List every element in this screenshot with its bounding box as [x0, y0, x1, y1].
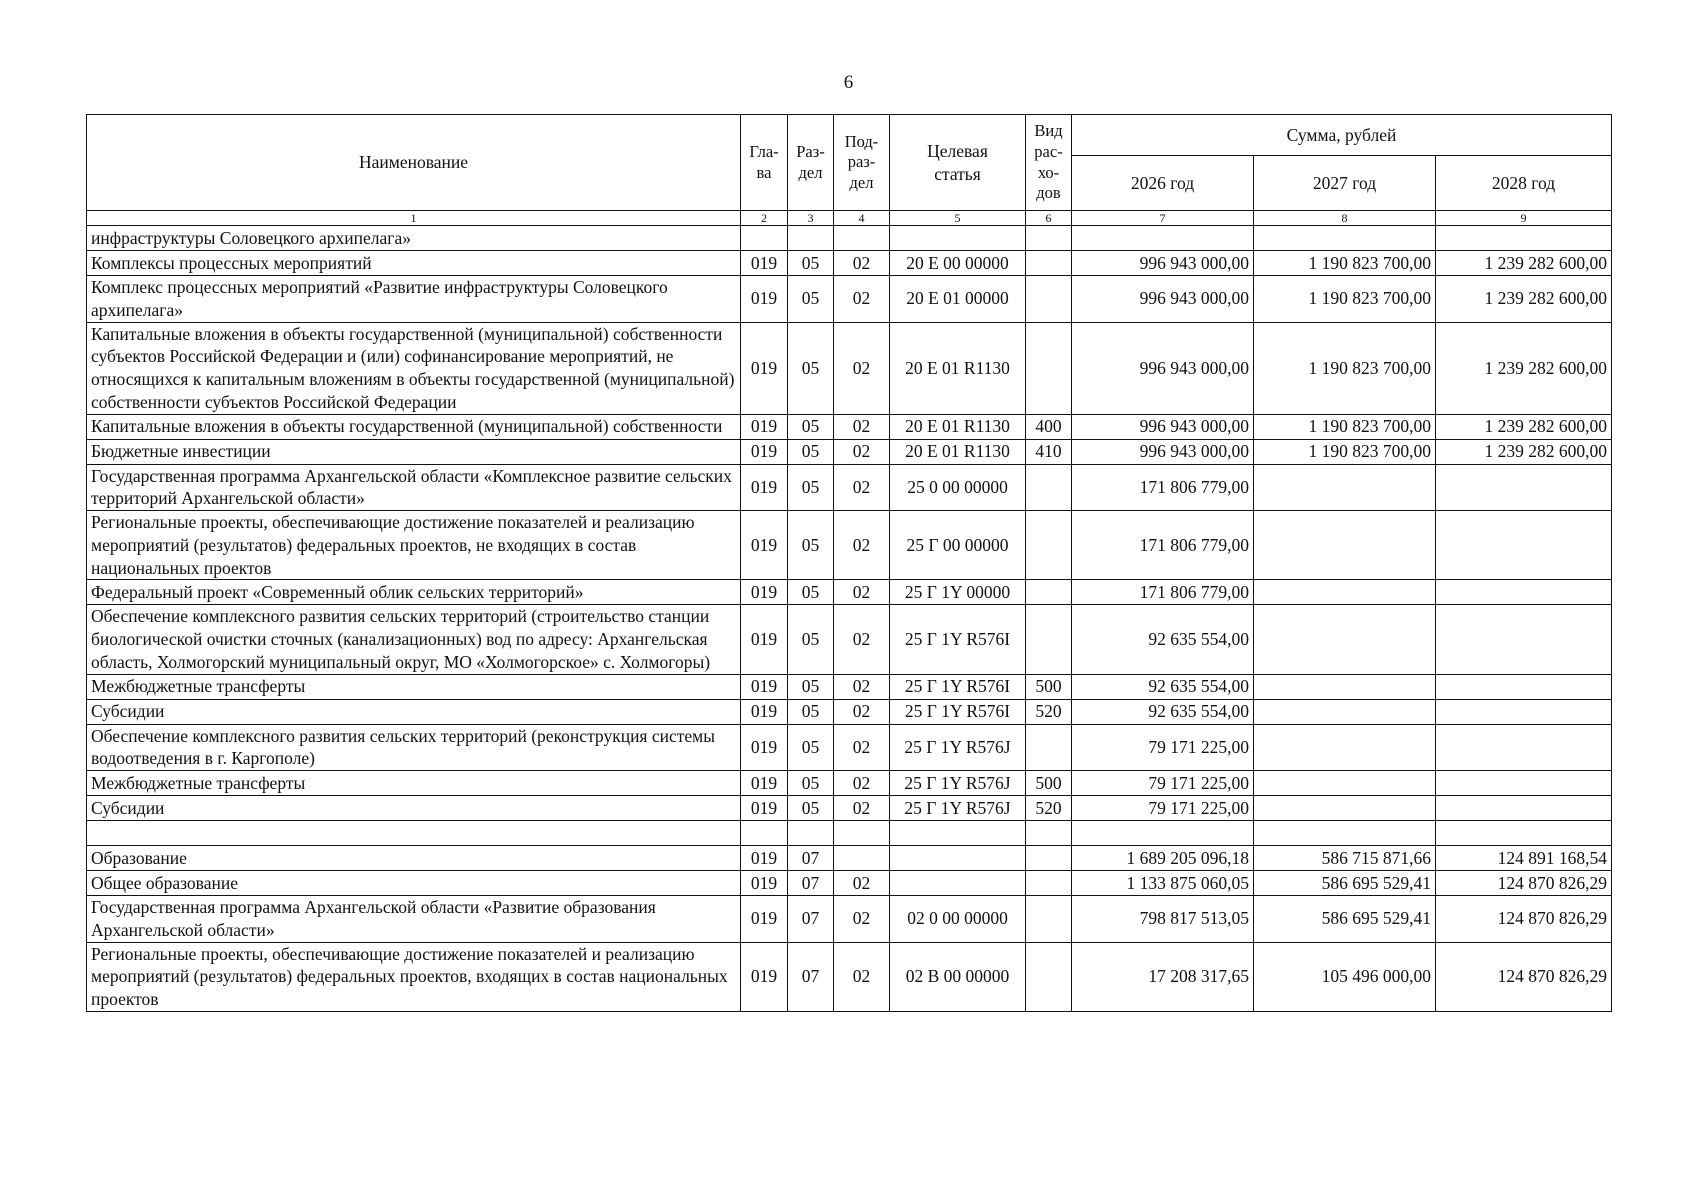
cell-razdel: 07: [788, 846, 834, 871]
cell-celevaya-statya: 25 Г 1Y R576I: [890, 699, 1026, 724]
cell-celevaya-statya: 25 Г 1Y R576I: [890, 674, 1026, 699]
cell-celevaya-statya: 25 Г 1Y R576I: [890, 605, 1026, 674]
cell-sum-2026: 92 635 554,00: [1072, 605, 1254, 674]
cell-glava: 019: [741, 464, 788, 511]
cell-sum-2028: [1436, 771, 1612, 796]
col-number: 7: [1072, 211, 1254, 226]
cell-celevaya-statya: [890, 846, 1026, 871]
cell-sum-2026: 996 943 000,00: [1072, 439, 1254, 464]
cell-vid-rashodov: [1026, 896, 1072, 943]
table-row: [87, 322, 1612, 414]
cell-razdel: [788, 821, 834, 846]
cell-celevaya-statya: 25 Г 1Y 00000: [890, 580, 1026, 605]
table-row: [87, 846, 1612, 871]
table-body: [87, 226, 1612, 1012]
cell-podrazdel: 02: [834, 439, 890, 464]
cell-sum-2026: 1 689 205 096,18: [1072, 846, 1254, 871]
cell-sum-2026: 996 943 000,00: [1072, 251, 1254, 276]
cell-sum-2027: [1254, 796, 1436, 821]
cell-sum-2028: [1436, 821, 1612, 846]
cell-sum-2028: [1436, 605, 1612, 674]
header-podrazdel: Под- раз- дел: [834, 115, 890, 211]
table-row: [87, 511, 1612, 580]
col-number: 2: [741, 211, 788, 226]
cell-glava: [741, 821, 788, 846]
budget-table: [86, 114, 1612, 1012]
table-row: [87, 821, 1612, 846]
cell-celevaya-statya: 25 Г 1Y R576J: [890, 724, 1026, 771]
cell-razdel: 05: [788, 699, 834, 724]
cell-name: Обеспечение комплексного развития сельских территорий (строительство станции биологической очистки сточных (канализационных) вод по адресу: Архангельская область, Холмогорский муниципальный округ, МО «Холмогорское» с. Холмогоры): [87, 605, 741, 674]
cell-vid-rashodov: [1026, 251, 1072, 276]
cell-vid-rashodov: 500: [1026, 771, 1072, 796]
table-row: [87, 439, 1612, 464]
cell-vid-rashodov: [1026, 464, 1072, 511]
col-number: 9: [1436, 211, 1612, 226]
table-row: [87, 724, 1612, 771]
cell-podrazdel: [834, 226, 890, 251]
cell-sum-2027: [1254, 674, 1436, 699]
cell-razdel: 05: [788, 251, 834, 276]
cell-vid-rashodov: [1026, 724, 1072, 771]
table-row: [87, 699, 1612, 724]
cell-celevaya-statya: 25 0 00 00000: [890, 464, 1026, 511]
cell-sum-2026: 1 133 875 060,05: [1072, 871, 1254, 896]
cell-celevaya-statya: 20 Е 01 00000: [890, 276, 1026, 323]
cell-sum-2028: 1 239 282 600,00: [1436, 322, 1612, 414]
cell-sum-2028: [1436, 580, 1612, 605]
cell-sum-2028: 124 891 168,54: [1436, 846, 1612, 871]
cell-name: Государственная программа Архангельской области «Развитие образования Архангельской области»: [87, 896, 741, 943]
cell-glava: 019: [741, 580, 788, 605]
cell-name: [87, 821, 741, 846]
cell-celevaya-statya: 20 Е 01 R1130: [890, 322, 1026, 414]
cell-sum-2028: [1436, 724, 1612, 771]
table-row: [87, 942, 1612, 1011]
cell-name: инфраструктуры Соловецкого архипелага»: [87, 226, 741, 251]
cell-glava: 019: [741, 605, 788, 674]
cell-sum-2027: [1254, 771, 1436, 796]
cell-razdel: 07: [788, 871, 834, 896]
cell-sum-2026: 17 208 317,65: [1072, 942, 1254, 1011]
cell-sum-2027: 586 695 529,41: [1254, 896, 1436, 943]
cell-razdel: 05: [788, 605, 834, 674]
cell-name: Региональные проекты, обеспечивающие достижение показателей и реализацию мероприятий (результатов) федеральных проектов, входящих в состав национальных проектов: [87, 942, 741, 1011]
cell-podrazdel: 02: [834, 414, 890, 439]
cell-podrazdel: 02: [834, 796, 890, 821]
cell-razdel: 05: [788, 439, 834, 464]
cell-sum-2027: 1 190 823 700,00: [1254, 251, 1436, 276]
cell-glava: 019: [741, 439, 788, 464]
cell-name: Межбюджетные трансферты: [87, 771, 741, 796]
table-row: [87, 605, 1612, 674]
cell-vid-rashodov: [1026, 605, 1072, 674]
cell-name: Образование: [87, 846, 741, 871]
cell-razdel: 05: [788, 724, 834, 771]
cell-razdel: 05: [788, 511, 834, 580]
column-number-row: [87, 211, 1612, 226]
cell-razdel: 05: [788, 322, 834, 414]
cell-sum-2026: 798 817 513,05: [1072, 896, 1254, 943]
cell-vid-rashodov: [1026, 580, 1072, 605]
table-row: [87, 226, 1612, 251]
cell-sum-2028: 1 239 282 600,00: [1436, 439, 1612, 464]
header-vid: Вид рас- хо- дов: [1026, 115, 1072, 211]
cell-sum-2027: 105 496 000,00: [1254, 942, 1436, 1011]
cell-name: Капитальные вложения в объекты государственной (муниципальной) собственности: [87, 414, 741, 439]
cell-sum-2026: 996 943 000,00: [1072, 414, 1254, 439]
col-number: 4: [834, 211, 890, 226]
cell-sum-2028: 124 870 826,29: [1436, 871, 1612, 896]
cell-podrazdel: [834, 846, 890, 871]
cell-sum-2028: 124 870 826,29: [1436, 942, 1612, 1011]
cell-razdel: 05: [788, 674, 834, 699]
cell-sum-2026: 79 171 225,00: [1072, 796, 1254, 821]
cell-sum-2027: [1254, 226, 1436, 251]
header-2028: 2028 год: [1436, 156, 1612, 211]
cell-celevaya-statya: 25 Г 00 00000: [890, 511, 1026, 580]
cell-sum-2027: 1 190 823 700,00: [1254, 276, 1436, 323]
cell-sum-2026: 92 635 554,00: [1072, 699, 1254, 724]
cell-sum-2028: [1436, 511, 1612, 580]
cell-glava: 019: [741, 942, 788, 1011]
cell-sum-2026: 171 806 779,00: [1072, 511, 1254, 580]
cell-name: Региональные проекты, обеспечивающие достижение показателей и реализацию мероприятий (результатов) федеральных проектов, не входящих в состав национальных проектов: [87, 511, 741, 580]
header-glava: Гла- ва: [741, 115, 788, 211]
cell-razdel: 05: [788, 580, 834, 605]
cell-sum-2026: 996 943 000,00: [1072, 322, 1254, 414]
cell-sum-2026: 171 806 779,00: [1072, 464, 1254, 511]
cell-podrazdel: 02: [834, 771, 890, 796]
cell-sum-2028: 1 239 282 600,00: [1436, 251, 1612, 276]
cell-podrazdel: 02: [834, 942, 890, 1011]
col-number: 3: [788, 211, 834, 226]
cell-name: Межбюджетные трансферты: [87, 674, 741, 699]
cell-glava: 019: [741, 674, 788, 699]
page-number: 6: [843, 72, 854, 93]
cell-celevaya-statya: 25 Г 1Y R576J: [890, 771, 1026, 796]
cell-name: Федеральный проект «Современный облик сельских территорий»: [87, 580, 741, 605]
cell-sum-2027: 1 190 823 700,00: [1254, 322, 1436, 414]
header-2027: 2027 год: [1254, 156, 1436, 211]
cell-glava: 019: [741, 699, 788, 724]
col-number: 6: [1026, 211, 1072, 226]
table-row: [87, 674, 1612, 699]
cell-sum-2027: [1254, 699, 1436, 724]
cell-podrazdel: [834, 821, 890, 846]
cell-vid-rashodov: [1026, 942, 1072, 1011]
cell-celevaya-statya: [890, 821, 1026, 846]
cell-glava: 019: [741, 896, 788, 943]
cell-celevaya-statya: 25 Г 1Y R576J: [890, 796, 1026, 821]
cell-razdel: 05: [788, 414, 834, 439]
cell-sum-2028: 1 239 282 600,00: [1436, 414, 1612, 439]
table-row: [87, 276, 1612, 323]
cell-glava: 019: [741, 414, 788, 439]
cell-glava: 019: [741, 251, 788, 276]
table-row: [87, 251, 1612, 276]
cell-vid-rashodov: [1026, 226, 1072, 251]
cell-sum-2028: [1436, 699, 1612, 724]
cell-celevaya-statya: 20 Е 01 R1130: [890, 439, 1026, 464]
cell-glava: [741, 226, 788, 251]
table-row: [87, 796, 1612, 821]
cell-sum-2027: [1254, 724, 1436, 771]
table-row: [87, 896, 1612, 943]
cell-sum-2026: 92 635 554,00: [1072, 674, 1254, 699]
cell-vid-rashodov: 520: [1026, 699, 1072, 724]
cell-name: Комплексы процессных мероприятий: [87, 251, 741, 276]
cell-celevaya-statya: 20 Е 01 R1130: [890, 414, 1026, 439]
cell-sum-2028: 1 239 282 600,00: [1436, 276, 1612, 323]
table-row: [87, 464, 1612, 511]
cell-sum-2028: [1436, 796, 1612, 821]
cell-glava: 019: [741, 724, 788, 771]
cell-podrazdel: 02: [834, 511, 890, 580]
cell-sum-2028: 124 870 826,29: [1436, 896, 1612, 943]
cell-razdel: [788, 226, 834, 251]
cell-glava: 019: [741, 771, 788, 796]
cell-podrazdel: 02: [834, 464, 890, 511]
cell-vid-rashodov: 520: [1026, 796, 1072, 821]
cell-sum-2027: [1254, 580, 1436, 605]
header-name: Наименование: [87, 115, 741, 211]
cell-sum-2027: 1 190 823 700,00: [1254, 414, 1436, 439]
cell-celevaya-statya: [890, 226, 1026, 251]
cell-podrazdel: 02: [834, 724, 890, 771]
cell-razdel: 07: [788, 942, 834, 1011]
header-celevaya: Целевая статья: [890, 115, 1026, 211]
cell-vid-rashodov: 410: [1026, 439, 1072, 464]
cell-glava: 019: [741, 846, 788, 871]
col-number: 1: [87, 211, 741, 226]
table-row: [87, 871, 1612, 896]
cell-podrazdel: 02: [834, 276, 890, 323]
cell-name: Субсидии: [87, 796, 741, 821]
header-razdel: Раз- дел: [788, 115, 834, 211]
header-2026: 2026 год: [1072, 156, 1254, 211]
cell-sum-2026: 996 943 000,00: [1072, 276, 1254, 323]
cell-sum-2027: [1254, 821, 1436, 846]
cell-razdel: 07: [788, 896, 834, 943]
cell-glava: 019: [741, 322, 788, 414]
cell-sum-2026: 79 171 225,00: [1072, 771, 1254, 796]
cell-celevaya-statya: [890, 871, 1026, 896]
col-number: 8: [1254, 211, 1436, 226]
cell-name: Государственная программа Архангельской области «Комплексное развитие сельских территорий Архангельской области»: [87, 464, 741, 511]
cell-podrazdel: 02: [834, 322, 890, 414]
cell-podrazdel: 02: [834, 251, 890, 276]
table-row: [87, 414, 1612, 439]
cell-sum-2027: [1254, 511, 1436, 580]
cell-celevaya-statya: 02 В 00 00000: [890, 942, 1026, 1011]
cell-razdel: 05: [788, 276, 834, 323]
cell-razdel: 05: [788, 771, 834, 796]
cell-name: Бюджетные инвестиции: [87, 439, 741, 464]
cell-name: Субсидии: [87, 699, 741, 724]
cell-sum-2028: [1436, 464, 1612, 511]
cell-podrazdel: 02: [834, 871, 890, 896]
cell-sum-2026: 79 171 225,00: [1072, 724, 1254, 771]
cell-glava: 019: [741, 511, 788, 580]
header-summa: Сумма, рублей: [1072, 115, 1612, 156]
cell-vid-rashodov: [1026, 511, 1072, 580]
cell-vid-rashodov: [1026, 846, 1072, 871]
cell-sum-2027: 586 695 529,41: [1254, 871, 1436, 896]
cell-vid-rashodov: [1026, 322, 1072, 414]
table-row: [87, 580, 1612, 605]
cell-sum-2028: [1436, 674, 1612, 699]
col-number: 5: [890, 211, 1026, 226]
cell-sum-2027: [1254, 605, 1436, 674]
cell-podrazdel: 02: [834, 605, 890, 674]
cell-sum-2028: [1436, 226, 1612, 251]
cell-glava: 019: [741, 871, 788, 896]
cell-podrazdel: 02: [834, 674, 890, 699]
cell-name: Капитальные вложения в объекты государственной (муниципальной) собственности субъектов Российской Федерации и (или) софинансирование мероприятий, не относящихся к капитальным вложениям в объекты государственной (муниципальной) собственности субъектов Российской Федерации: [87, 322, 741, 414]
cell-celevaya-statya: 20 Е 00 00000: [890, 251, 1026, 276]
cell-sum-2027: [1254, 464, 1436, 511]
table-row: [87, 771, 1612, 796]
cell-vid-rashodov: 500: [1026, 674, 1072, 699]
cell-vid-rashodov: [1026, 821, 1072, 846]
cell-vid-rashodov: [1026, 871, 1072, 896]
cell-name: Комплекс процессных мероприятий «Развитие инфраструктуры Соловецкого архипелага»: [87, 276, 741, 323]
cell-sum-2026: [1072, 821, 1254, 846]
cell-vid-rashodov: 400: [1026, 414, 1072, 439]
cell-razdel: 05: [788, 464, 834, 511]
cell-celevaya-statya: 02 0 00 00000: [890, 896, 1026, 943]
cell-glava: 019: [741, 276, 788, 323]
cell-podrazdel: 02: [834, 896, 890, 943]
cell-podrazdel: 02: [834, 699, 890, 724]
cell-vid-rashodov: [1026, 276, 1072, 323]
cell-glava: 019: [741, 796, 788, 821]
cell-sum-2026: [1072, 226, 1254, 251]
cell-sum-2026: 171 806 779,00: [1072, 580, 1254, 605]
cell-name: Обеспечение комплексного развития сельских территорий (реконструкция системы водоотведения в г. Каргополе): [87, 724, 741, 771]
cell-sum-2027: 586 715 871,66: [1254, 846, 1436, 871]
cell-razdel: 05: [788, 796, 834, 821]
cell-podrazdel: 02: [834, 580, 890, 605]
cell-name: Общее образование: [87, 871, 741, 896]
cell-sum-2027: 1 190 823 700,00: [1254, 439, 1436, 464]
